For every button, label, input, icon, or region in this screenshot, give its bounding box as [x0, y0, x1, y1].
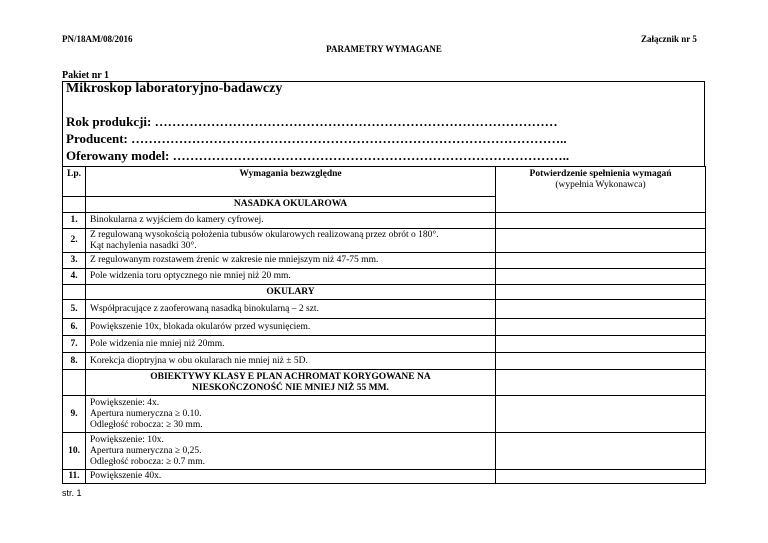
requirements-table	[62, 166, 706, 484]
confirmation-cell[interactable]	[496, 213, 706, 229]
requirement-text	[86, 229, 496, 253]
table-row	[63, 396, 706, 433]
header-lp: Lp.	[63, 167, 86, 197]
confirmation-cell[interactable]	[496, 229, 706, 253]
table-row	[63, 319, 706, 336]
page-title: PARAMETRY WYMAGANE	[326, 44, 442, 54]
row-number: 10.	[63, 433, 86, 470]
row-number: 3.	[63, 253, 86, 269]
row-number: 5.	[63, 300, 86, 319]
requirement-text: Pole widzenia toru optycznego nie mniej niż 20 mm.	[86, 269, 496, 285]
row-number: 2.	[63, 229, 86, 253]
requirement-line: Apertura numeryczna ≥ 0,25.	[90, 445, 202, 456]
section-row	[63, 370, 706, 396]
requirement-line: Apertura numeryczna ≥ 0.10.	[90, 408, 202, 419]
confirmation-cell[interactable]	[496, 396, 706, 433]
header-confirmation-note: (wypełnia Wykonawca)	[555, 180, 646, 190]
table-row	[63, 336, 706, 353]
table-row	[63, 213, 706, 229]
document-reference: PN/18AM/08/2016	[62, 34, 133, 44]
requirement-line: Odległość robocza: ≥ 0.7 mm.	[90, 456, 205, 467]
row-number: 8.	[63, 353, 86, 370]
requirement-line: Odległość robocza: ≥ 30 mm.	[90, 419, 203, 430]
confirmation-cell[interactable]	[496, 336, 706, 353]
confirmation-cell[interactable]	[496, 470, 706, 484]
section-row	[63, 285, 706, 300]
header-confirmation	[496, 167, 706, 213]
section-eyepiece-head: NASADKA OKULAROWA	[86, 197, 496, 213]
row-number: 1.	[63, 213, 86, 229]
requirement-text: Korekcja dioptryjna w obu okularach nie mniej niż ± 5D.	[86, 353, 496, 370]
package-label: Pakiet nr 1	[62, 70, 110, 81]
table-row	[63, 353, 706, 370]
requirement-text	[86, 433, 496, 470]
requirement-text: Pole widzenia nie mniej niż 20mm.	[86, 336, 496, 353]
table-header-row	[63, 167, 706, 197]
production-year-field: Rok produkcji: …………………………………………………………………………………	[66, 114, 558, 129]
confirmation-cell[interactable]	[496, 253, 706, 269]
requirement-line: Powiększenie: 10x.	[90, 434, 164, 445]
manufacturer-field: Producent: ………………………………………………………………………………………..	[66, 131, 567, 146]
requirement-text	[86, 396, 496, 433]
confirmation-cell[interactable]	[496, 269, 706, 285]
table-row	[63, 300, 706, 319]
product-title: Mikroskop laboratoryjno-badawczy	[66, 81, 283, 96]
requirement-text: Współpracujące z zaoferowaną nasadką binokularną – 2 szt.	[86, 300, 496, 319]
requirement-line: Kąt nachylenia nasadki 30°.	[90, 240, 197, 251]
confirmation-cell[interactable]	[496, 353, 706, 370]
row-number: 6.	[63, 319, 86, 336]
header-requirements: Wymagania bezwzględne	[86, 167, 496, 197]
confirmation-cell[interactable]	[496, 319, 706, 336]
row-number: 4.	[63, 269, 86, 285]
row-number: 11.	[63, 470, 86, 484]
requirement-text: Z regulowanym rozstawem źrenic w zakresie nie mniejszym niż 47-75 mm.	[86, 253, 496, 269]
requirement-text: Binokularna z wyjściem do kamery cyfrowej.	[86, 213, 496, 229]
section-eyepieces: OKULARY	[86, 285, 496, 300]
requirement-line: Powiększenie: 4x.	[90, 397, 160, 408]
row-number: 7.	[63, 336, 86, 353]
table-row	[63, 470, 706, 484]
header-confirmation-title: Potwierdzenie spełnienia wymagań	[529, 169, 672, 179]
section-objectives	[86, 370, 496, 396]
requirement-text: Powiększenie 10x, blokada okularów przed wysunięciem.	[86, 319, 496, 336]
page-number: str. 1	[62, 488, 82, 498]
confirmation-cell[interactable]	[496, 300, 706, 319]
attachment-number: Załącznik nr 5	[641, 34, 697, 44]
section-objectives-line: OBIEKTYWY KLASY E PLAN ACHROMAT KORYGOWANE NA	[150, 371, 431, 382]
requirement-text: Powiększenie 40x.	[86, 470, 496, 484]
offered-model-field: Oferowany model: ………………………………………………………………………………..	[66, 148, 570, 163]
table-row	[63, 433, 706, 470]
requirement-line: Z regulowaną wysokością położenia tubusów okularowych realizowaną przez obrót o 180°.	[90, 229, 439, 240]
table-row	[63, 269, 706, 285]
confirmation-cell[interactable]	[496, 433, 706, 470]
table-row	[63, 229, 706, 253]
row-number: 9.	[63, 396, 86, 433]
table-row	[63, 253, 706, 269]
section-objectives-line: NIESKOŃCZONOŚĆ NIE MNIEJ NIŻ 55 MM.	[192, 382, 389, 393]
